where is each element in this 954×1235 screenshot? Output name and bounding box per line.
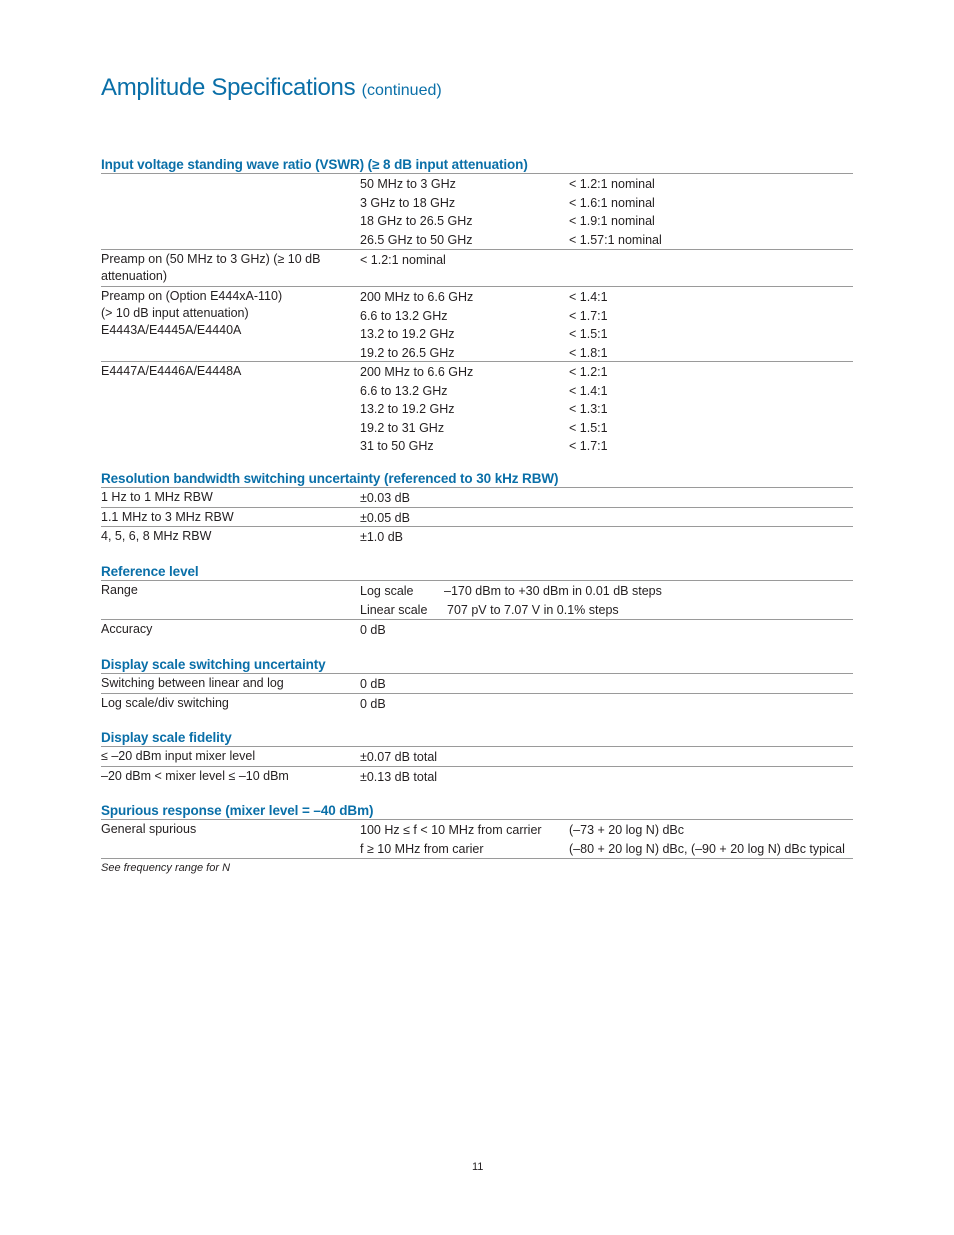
vswr-range: 31 to 50 GHz	[360, 439, 434, 454]
footnote: See frequency range for N	[101, 862, 231, 874]
rbw-section	[101, 470, 853, 546]
row-label: Preamp on (Option E444xA-110)	[101, 289, 283, 303]
reference-level-heading: Reference level	[101, 563, 853, 581]
row-label: General spurious	[101, 822, 197, 836]
row-value: 0 dB	[360, 696, 386, 711]
vswr-value: < 1.9:1 nominal	[569, 214, 655, 229]
row-value: ±0.13 dB total	[360, 769, 438, 784]
vswr-range: 19.2 to 26.5 GHz	[360, 345, 455, 360]
vswr-value: < 1.2:1 nominal	[360, 253, 446, 267]
row-label: Switching between linear and log	[101, 676, 284, 690]
display-fidelity-heading: Display scale fidelity	[101, 729, 853, 747]
rbw-heading: Resolution bandwidth switching uncertainty (referenced to 30 kHz RBW)	[101, 470, 853, 488]
page-title-main: Amplitude Specifications	[101, 74, 356, 101]
vswr-range: 200 MHz to 6.6 GHz	[360, 290, 474, 304]
row-label: Accuracy	[101, 622, 153, 636]
row-label: E4447A/E4446A/E4448A	[101, 364, 242, 378]
table-row	[101, 620, 853, 639]
row-label: 1.1 MHz to 3 MHz RBW	[101, 509, 234, 524]
table-row	[101, 488, 853, 508]
table-row	[101, 174, 853, 250]
spurious-condition: 100 Hz ≤ f < 10 MHz from carrier	[360, 823, 542, 837]
scale-value: –170 dBm to +30 dBm in 0.01 dB steps	[444, 584, 662, 598]
table-row	[101, 362, 853, 456]
page-title	[101, 72, 442, 107]
vswr-range: 6.6 to 13.2 GHz	[360, 308, 448, 323]
table-row	[101, 674, 853, 694]
row-label: –20 dBm < mixer level ≤ –10 dBm	[101, 768, 289, 783]
vswr-range: 13.2 to 19.2 GHz	[360, 402, 455, 417]
display-fidelity-section	[101, 729, 853, 786]
vswr-value: < 1.5:1	[569, 420, 608, 435]
table-row	[101, 287, 853, 362]
scale-value: 707 pV to 7.07 V in 0.1% steps	[447, 602, 619, 617]
vswr-range: 26.5 GHz to 50 GHz	[360, 232, 473, 247]
row-value: ±1.0 dB	[360, 530, 403, 544]
vswr-value: < 1.57:1 nominal	[569, 232, 662, 247]
vswr-range: 18 GHz to 26.5 GHz	[360, 214, 473, 229]
vswr-range: 200 MHz to 6.6 GHz	[360, 365, 474, 379]
table-row	[101, 508, 853, 528]
row-value: ±0.07 dB total	[360, 750, 438, 764]
table-row	[101, 527, 853, 546]
vswr-heading: Input voltage standing wave ratio (VSWR) (≥ 8 dB input attenuation)	[101, 156, 853, 174]
spurious-value: (–80 + 20 log N) dBc, (–90 + 20 log N) dBc typical	[569, 841, 845, 856]
row-value: 0 dB	[360, 677, 386, 691]
row-label: Log scale/div switching	[101, 695, 229, 710]
row-label: E4443A/E4445A/E4440A	[101, 323, 242, 337]
display-switch-heading: Display scale switching uncertainty	[101, 656, 853, 674]
table-row	[101, 250, 853, 287]
row-label: ≤ –20 dBm input mixer level	[101, 749, 256, 763]
vswr-value: < 1.8:1	[569, 345, 608, 360]
row-label: (> 10 dB input attenuation)	[101, 306, 249, 320]
vswr-range: 3 GHz to 18 GHz	[360, 195, 456, 210]
row-label: 1 Hz to 1 MHz RBW	[101, 490, 213, 504]
vswr-range: 6.6 to 13.2 GHz	[360, 383, 448, 398]
vswr-value: < 1.2:1 nominal	[569, 177, 655, 191]
page-number: 11	[472, 1161, 484, 1173]
reference-level-section	[101, 563, 853, 639]
page-title-continued: (continued)	[361, 82, 442, 99]
table-row	[101, 581, 853, 620]
table-row	[101, 820, 853, 859]
vswr-value: < 1.2:1	[569, 365, 608, 379]
vswr-section	[101, 156, 853, 456]
vswr-range: 13.2 to 19.2 GHz	[360, 327, 455, 342]
spurious-condition: f ≥ 10 MHz from carier	[360, 841, 484, 856]
row-value: ±0.03 dB	[360, 491, 410, 505]
vswr-value: < 1.4:1	[569, 383, 608, 398]
vswr-value: < 1.6:1 nominal	[569, 195, 655, 210]
table-row	[101, 767, 853, 786]
vswr-range: 50 MHz to 3 GHz	[360, 177, 456, 191]
spurious-heading: Spurious response (mixer level = –40 dBm)	[101, 802, 853, 820]
row-value: 0 dB	[360, 623, 386, 637]
scale-label: Linear scale	[360, 602, 428, 617]
row-label: Range	[101, 583, 138, 597]
vswr-value: < 1.7:1	[569, 439, 608, 454]
vswr-value: < 1.7:1	[569, 308, 608, 323]
table-row	[101, 747, 853, 767]
row-label: Preamp on (50 MHz to 3 GHz) (≥ 10 dB	[101, 252, 321, 266]
spurious-value: (–73 + 20 log N) dBc	[569, 823, 684, 837]
row-value: ±0.05 dB	[360, 510, 410, 525]
display-switch-section	[101, 656, 853, 713]
vswr-value: < 1.4:1	[569, 290, 608, 304]
vswr-value: < 1.5:1	[569, 327, 608, 342]
scale-label: Log scale	[360, 584, 414, 598]
row-label: attenuation)	[101, 269, 168, 283]
vswr-range: 19.2 to 31 GHz	[360, 420, 445, 435]
vswr-value: < 1.3:1	[569, 402, 608, 417]
row-label: 4, 5, 6, 8 MHz RBW	[101, 529, 212, 543]
spurious-section	[101, 802, 853, 859]
table-row	[101, 694, 853, 713]
